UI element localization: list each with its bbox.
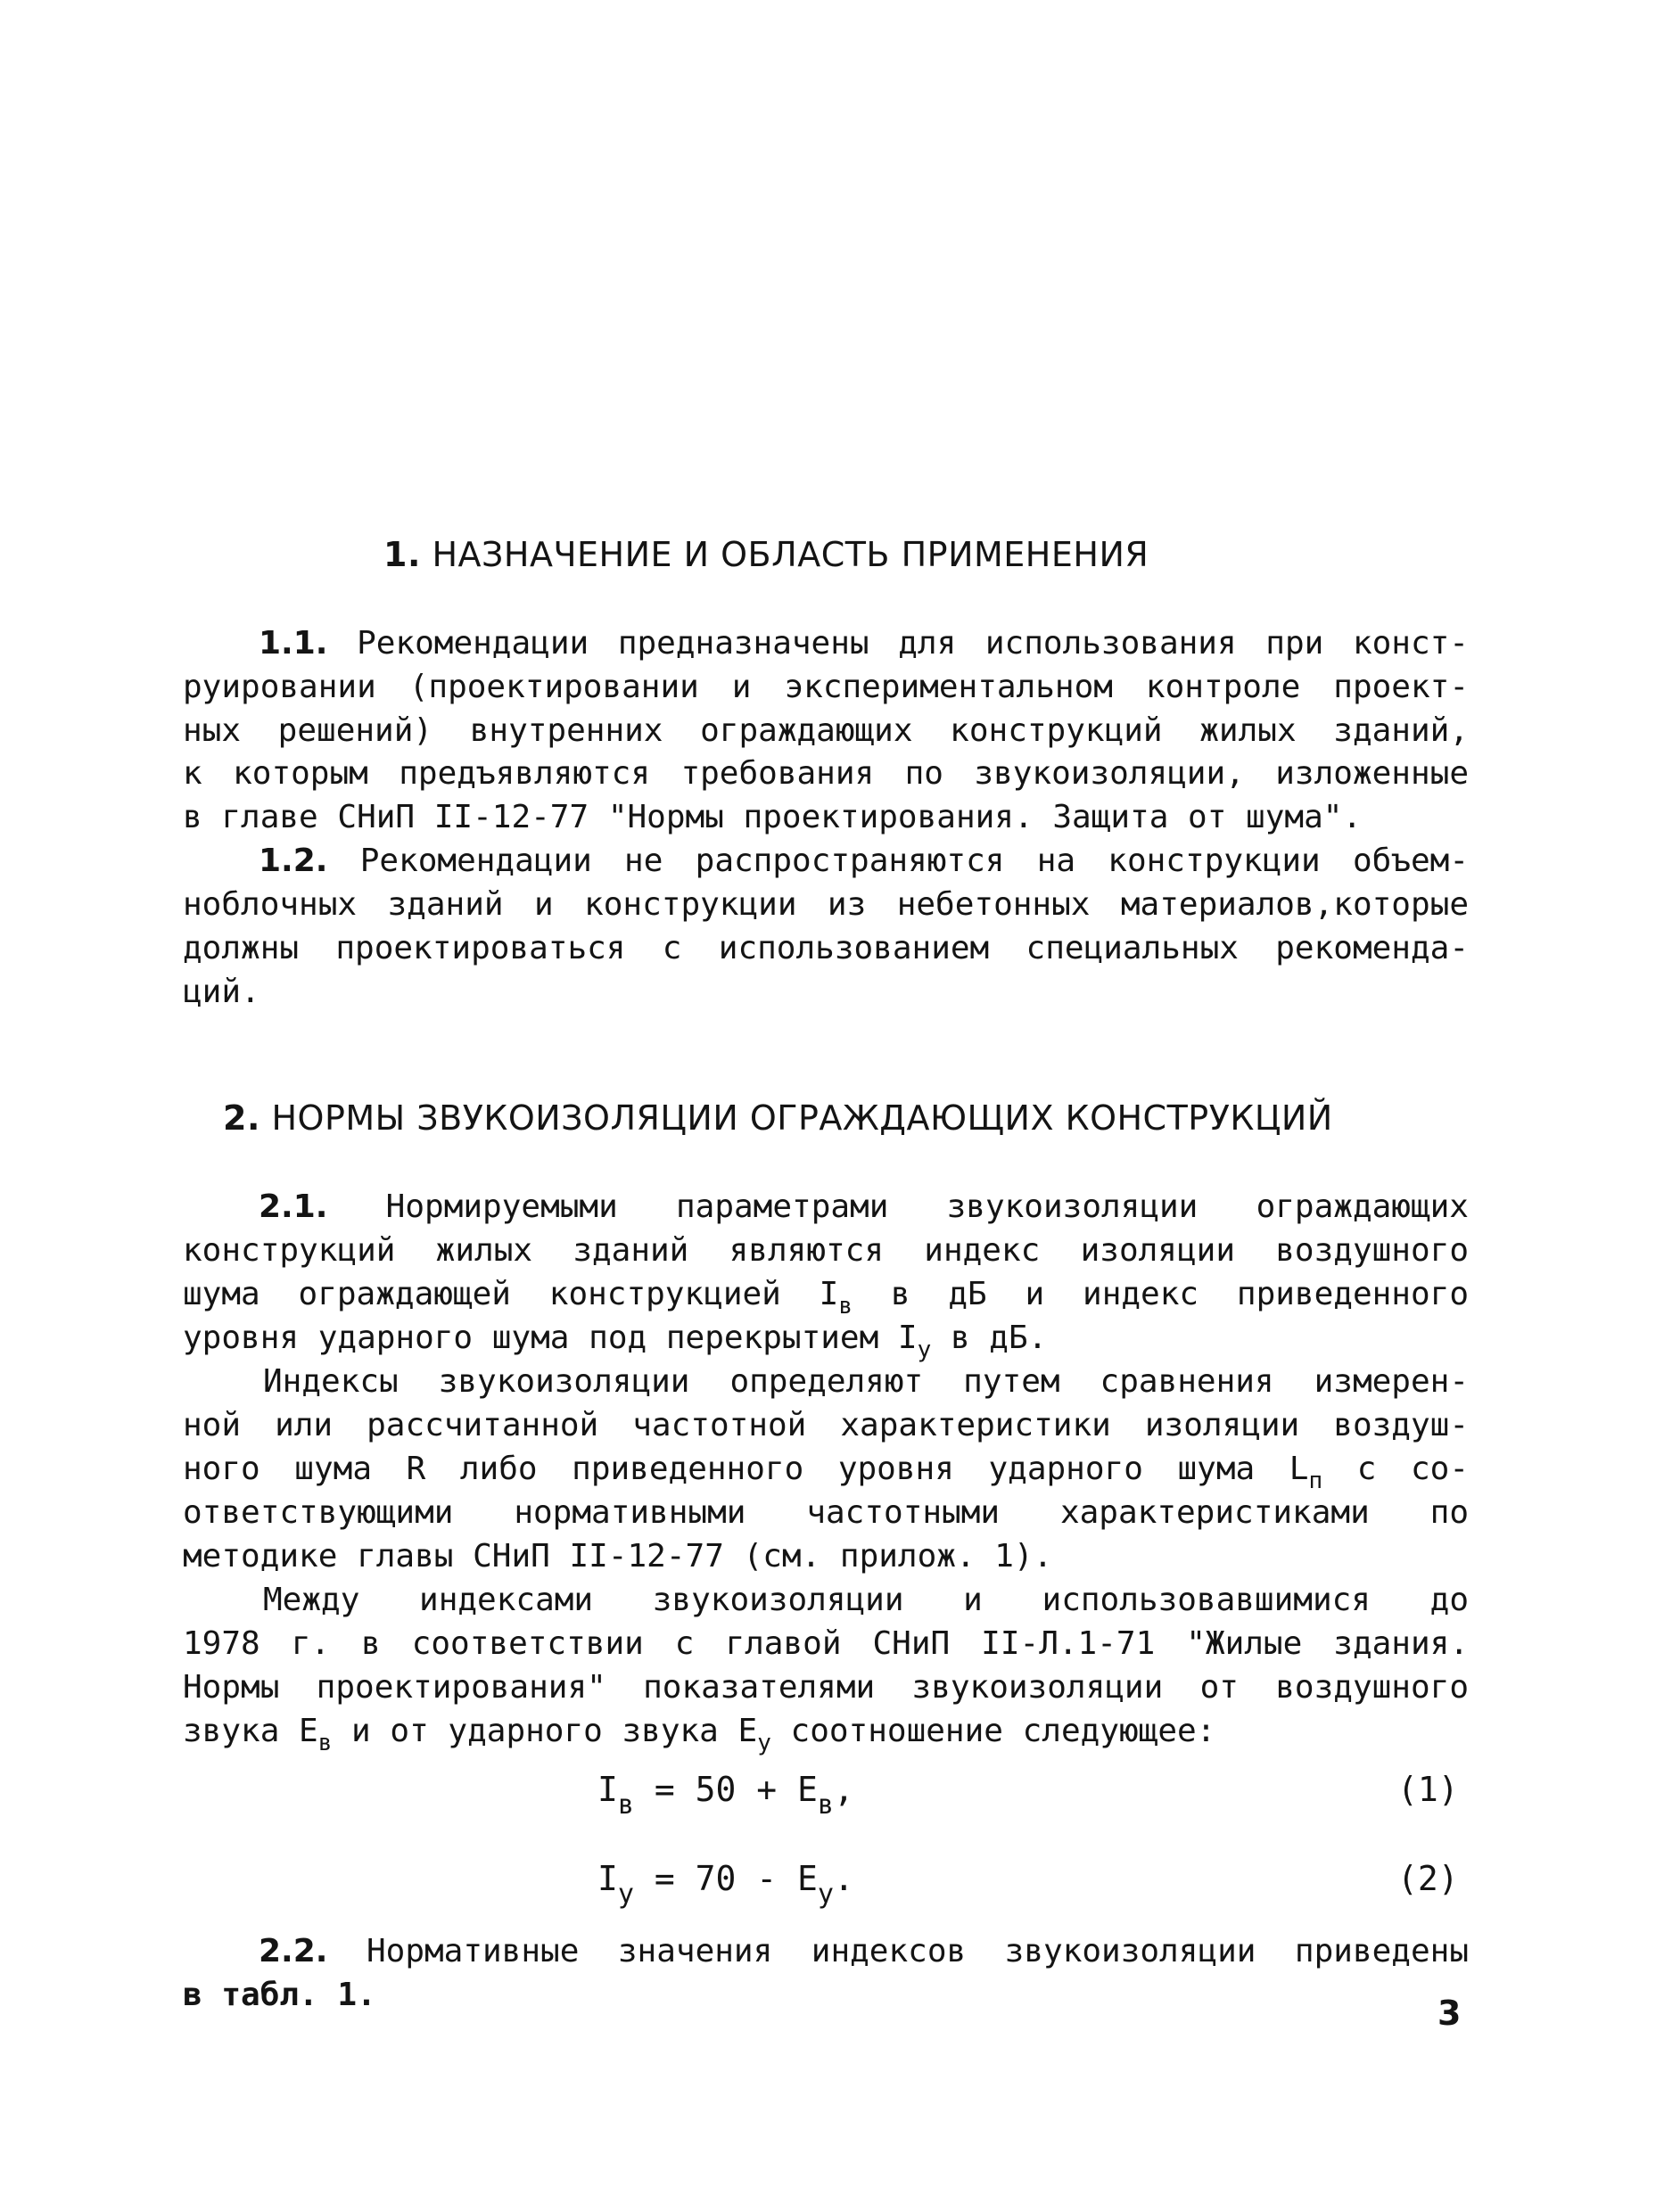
paragraph-2-1-line: конструкций жилых зданий являются индекс изоляции воздушного (183, 1232, 1469, 1269)
paragraph-number: 1.2. (259, 843, 328, 879)
paragraph-1-1-line: в главе СНиП II-12-77 "Нормы проектирования. Защита от шума". (183, 799, 1363, 835)
paragraph-1-1-line: ных решений) внутренних ограждающих конструкций жилых зданий, (183, 712, 1469, 749)
paragraph-1-2-line: 1.2. Рекомендации не распространяются на конструкции объем- (259, 843, 1469, 879)
equation-number-2: (2) (1397, 1859, 1459, 1898)
section-2-heading (223, 1098, 1333, 1138)
paragraph-number: 1.1. (259, 625, 328, 662)
section-2-number: 2. (223, 1098, 260, 1138)
section-1-title: НАЗНАЧЕНИЕ И ОБЛАСТЬ ПРИМЕНЕНИЯ (432, 535, 1149, 574)
paragraph-1-1-line: к которым предъявляются требования по звукоизоляции, изложенные (183, 755, 1469, 792)
paragraph-2-2-line: в табл. 1. (183, 1977, 376, 2013)
paragraph-2-1-line: 2.1. Нормируемыми параметрами звукоизоляции ограждающих (259, 1188, 1469, 1225)
formula-2: $I_у = 70 - E_у$. (597, 1859, 854, 1910)
formula-1: $I_в = 50 + E_в$, (597, 1770, 854, 1821)
paragraph-1-2-line: ций. (183, 974, 260, 1010)
section-1-number: 1. (383, 535, 421, 574)
paragraph-relation-line: 1978 г. в соответствии с главой СНиП II-Л.1-71 "Жилые здания. (183, 1625, 1469, 1662)
paragraph-2-2-line: 2.2. Нормативные значения индексов звукоизоляции приведены (259, 1933, 1469, 1969)
equation-number-1: (1) (1397, 1770, 1459, 1809)
paragraph-indices-line: ной или рассчитанной частотной характеристики изоляции воздуш- (183, 1407, 1469, 1443)
paragraph-relation-line: звука $Е_в$ и от ударного звука $Е_у$ соотношение следующее: (183, 1713, 1216, 1756)
paragraph-2-1-line: шума ограждающей конструкцией $I_в$ в дБ и индекс приведенного (183, 1276, 1469, 1320)
paragraph-indices-line: ответствующими нормативными частотными характеристиками по (183, 1494, 1469, 1531)
paragraph-number: 2.1. (259, 1188, 328, 1225)
paragraph-indices-line: методике главы СНиП II-12-77 (см. прилож. 1). (183, 1538, 1053, 1575)
paragraph-relation-line: Между индексами звукоизоляции и использовавшимися до (263, 1582, 1469, 1618)
section-2-title: НОРМЫ ЗВУКОИЗОЛЯЦИИ ОГРАЖДАЮЩИХ КОНСТРУКЦИЙ (271, 1098, 1333, 1138)
paragraph-1-1-line: 1.1. Рекомендации предназначены для использования при конст- (259, 625, 1469, 662)
paragraph-1-2-line: ноблочных зданий и конструкции из небетонных материалов,которые (183, 886, 1469, 923)
paragraph-2-1-line: уровня ударного шума под перекрытием $I_у$ в дБ. (183, 1320, 1048, 1363)
paragraph-1-1-line: руировании (проектировании и экспериментальном контроле проект- (183, 669, 1469, 705)
page-number: 3 (1437, 1994, 1462, 2033)
paragraph-1-2-line: должны проектироваться с использованием специальных рекоменда- (183, 930, 1469, 966)
paragraph-number: 2.2. (259, 1933, 328, 1969)
section-1-heading (383, 535, 1149, 574)
paragraph-indices-line: Индексы звукоизоляции определяют путем сравнения измерен- (263, 1363, 1469, 1400)
paragraph-relation-line: Нормы проектирования" показателями звукоизоляции от воздушного (183, 1669, 1469, 1706)
paragraph-indices-line: ного шума R либо приведенного уровня ударного шума $L_п$ с со- (183, 1451, 1470, 1494)
